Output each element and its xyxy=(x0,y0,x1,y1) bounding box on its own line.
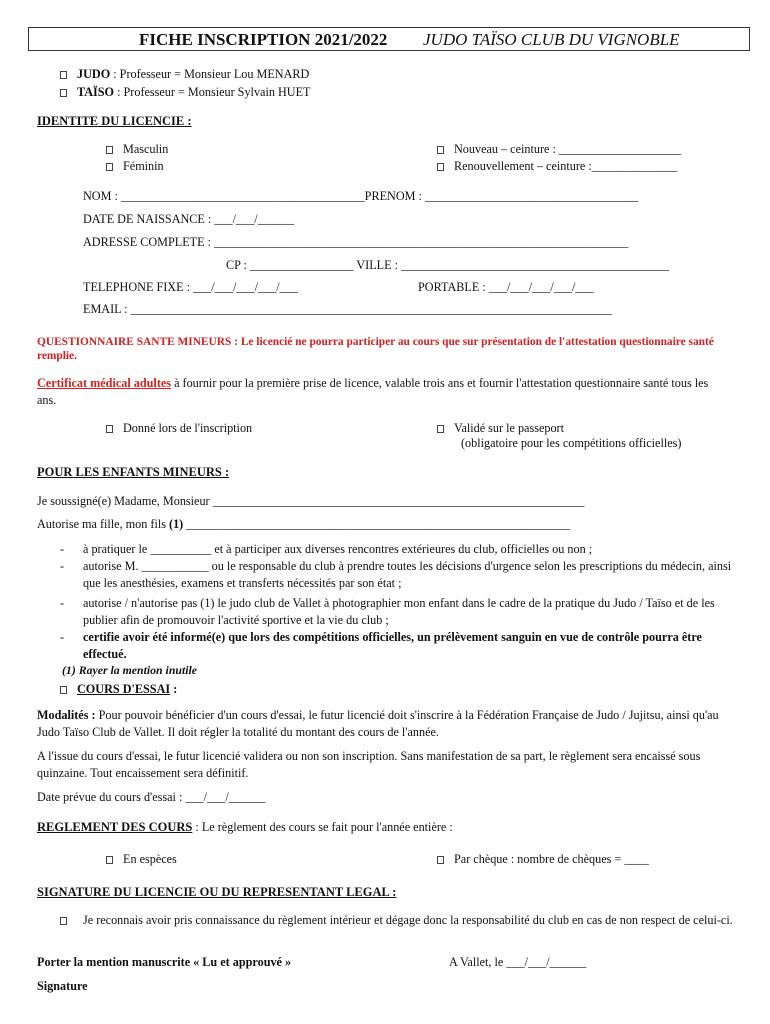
essai-heading-suffix: : xyxy=(170,682,178,696)
list-item: autorise / n'autorise pas (1) le judo club de Vallet à photographier mon enfant dans le cadre de la pratique du Judo / Taïso et de les publier afin de promouvoir l'activité sportive et la vie du club ; xyxy=(83,596,715,627)
header-box xyxy=(28,27,750,51)
field-soussigne[interactable]: Je soussigné(e) Madame, Monsieur _____________________________________________________________ xyxy=(37,494,585,508)
reglement-line xyxy=(37,820,453,835)
bullet-dash: - xyxy=(60,542,65,556)
questionnaire-notice xyxy=(37,335,727,363)
passeport-note: (obligatoire pour les compétitions officielles) xyxy=(461,436,682,450)
certificat-text: à fournir pour la première prise de licence, valable trois ans et fournir l'attestation questionnaire santé tous les ans. xyxy=(37,376,709,407)
bullet-dash: - xyxy=(60,596,65,610)
discipline-detail: : Professeur = Monsieur Sylvain HUET xyxy=(114,85,311,99)
option-valide-passeport xyxy=(437,421,564,436)
field-telephone-fixe[interactable]: TELEPHONE FIXE : ___/___/___/___/___ xyxy=(83,280,298,294)
checkbox-taiso[interactable] xyxy=(60,89,67,97)
discipline-taiso xyxy=(60,85,310,100)
list-item: autorise M. ___________ ou le responsable du club à prendre toutes les décisions d'urgence selon les prescriptions du médecin, ainsi que les anesthésies, examens et transferts nécessités par son état ; xyxy=(83,559,732,590)
reglement-text: : Le règlement des cours se fait pour l'année entière : xyxy=(192,820,453,834)
field-nom-prenom[interactable]: NOM : ________________________________________PRENOM : ___________________________________ xyxy=(83,189,639,203)
option-renouvellement xyxy=(437,159,677,174)
certificat-label: Certificat médical adultes xyxy=(37,376,172,390)
reconnais-text: Je reconnais avoir pris connaissance du règlement intérieur et dégage donc la responsabilité du club en cas de non respect de celui-ci. xyxy=(83,913,733,927)
option-label: Renouvellement – ceinture :______________ xyxy=(454,159,678,173)
autorise-line: _______________________________________________________________ xyxy=(183,517,571,531)
essai-heading xyxy=(60,682,177,697)
club-name: JUDO TAÏSO CLUB DU VIGNOBLE xyxy=(423,30,680,49)
checkbox-masculin[interactable] xyxy=(106,146,113,154)
questionnaire-title: QUESTIONNAIRE SANTE MINEURS : xyxy=(37,336,238,348)
field-email[interactable]: EMAIL : _______________________________________________________________________________ xyxy=(83,302,613,316)
autorise-prefix: Autorise ma fille, mon fils xyxy=(37,517,170,531)
essai-issue: A l'issue du cours d'essai, le futur licencié validera ou non son inscription. Sans manifestation de sa part, le règlement sera encaissé sous quinzaine. Tout encaissement sera définitif. xyxy=(37,749,701,780)
option-feminin xyxy=(106,159,164,174)
checkbox-cours-essai[interactable] xyxy=(60,686,67,694)
checkbox-donne-inscription[interactable] xyxy=(106,425,113,433)
checkbox-valide-passeport[interactable] xyxy=(437,425,444,433)
option-label: Validé sur le passeport xyxy=(454,421,564,435)
option-cheque xyxy=(437,852,649,867)
checkbox-reconnais[interactable] xyxy=(60,913,77,928)
option-label: Nouveau – ceinture : ____________________ xyxy=(454,142,681,156)
mention-manuscrite: Porter la mention manuscrite « Lu et approuvé » xyxy=(37,955,292,969)
option-label: Donné lors de l'inscription xyxy=(123,421,253,435)
enfants-heading: POUR LES ENFANTS MINEURS : xyxy=(37,465,230,479)
certificat-paragraph xyxy=(37,375,727,409)
rayer-note: (1) Rayer la mention inutile xyxy=(62,663,198,677)
option-label: En espèces xyxy=(123,852,177,866)
field-date-naissance[interactable]: DATE DE NAISSANCE : ___/___/______ xyxy=(83,212,295,226)
option-donne-inscription xyxy=(106,421,252,436)
discipline-detail: : Professeur = Monsieur Lou MENARD xyxy=(110,67,310,81)
reglement-heading: REGLEMENT DES COURS xyxy=(37,820,193,834)
signature-label: Signature xyxy=(37,979,88,993)
identite-heading: IDENTITE DU LICENCIE : xyxy=(37,114,192,128)
checkbox-nouveau[interactable] xyxy=(437,146,444,154)
essai-heading-label: COURS D'ESSAI xyxy=(77,682,171,696)
modalites-text: Pour pouvoir bénéficier d'un cours d'essai, le futur licencié doit s'inscrire à la Fédération Française de Judo / Jujitsu, ainsi qu'au Judo Taïso Club de Vallet. Il doit régler la totalité du montant des cours de l'année. xyxy=(37,708,719,739)
discipline-name: TAÏSO xyxy=(77,85,115,99)
checkbox-cheque[interactable] xyxy=(437,856,444,864)
questionnaire-text: Le licencié ne pourra participer au cours que sur présentation de l'attestation questionnaire santé remplie. xyxy=(37,336,714,362)
checkbox-judo[interactable] xyxy=(60,71,67,79)
option-nouveau xyxy=(437,142,681,157)
list-item: certifie avoir été informé(e) que lors des compétitions officielles, un prélèvement sanguin en vue de contrôle pourra être effectué. xyxy=(83,630,702,661)
discipline-judo xyxy=(60,67,309,82)
essai-modalites xyxy=(37,707,727,741)
discipline-name: JUDO xyxy=(77,67,111,81)
field-autorise-enfant[interactable] xyxy=(37,517,570,532)
field-lieu-date[interactable]: A Vallet, le ___/___/______ xyxy=(449,955,587,969)
bullet-dash: - xyxy=(60,630,65,644)
signature-heading: SIGNATURE DU LICENCIE OU DU REPRESENTANT LEGAL : xyxy=(37,885,397,899)
checkbox-renouvellement[interactable] xyxy=(437,163,444,171)
option-label: Par chèque : nombre de chèques = ____ xyxy=(454,852,649,866)
option-especes xyxy=(106,852,177,867)
autorise-mark: (1) xyxy=(169,517,184,531)
checkbox-especes[interactable] xyxy=(106,856,113,864)
field-cp-ville[interactable]: CP : _________________ VILLE : ____________________________________________ xyxy=(226,258,670,272)
checkbox-feminin[interactable] xyxy=(106,163,113,171)
form-title: FICHE INSCRIPTION 2021/2022 xyxy=(139,30,388,49)
list-item: à pratiquer le __________ et à participer aux diverses rencontres extérieures du club, officielles ou non ; xyxy=(83,542,593,556)
field-date-essai[interactable]: Date prévue du cours d'essai : ___/___/______ xyxy=(37,790,266,804)
field-adresse[interactable]: ADRESSE COMPLETE : ____________________________________________________________________ xyxy=(83,235,629,249)
bullet-dash: - xyxy=(60,559,65,573)
option-label: Masculin xyxy=(123,142,169,156)
option-label: Féminin xyxy=(123,159,164,173)
option-masculin xyxy=(106,142,168,157)
field-portable[interactable]: PORTABLE : ___/___/___/___/___ xyxy=(418,280,594,294)
modalites-label: Modalités : xyxy=(37,708,96,722)
